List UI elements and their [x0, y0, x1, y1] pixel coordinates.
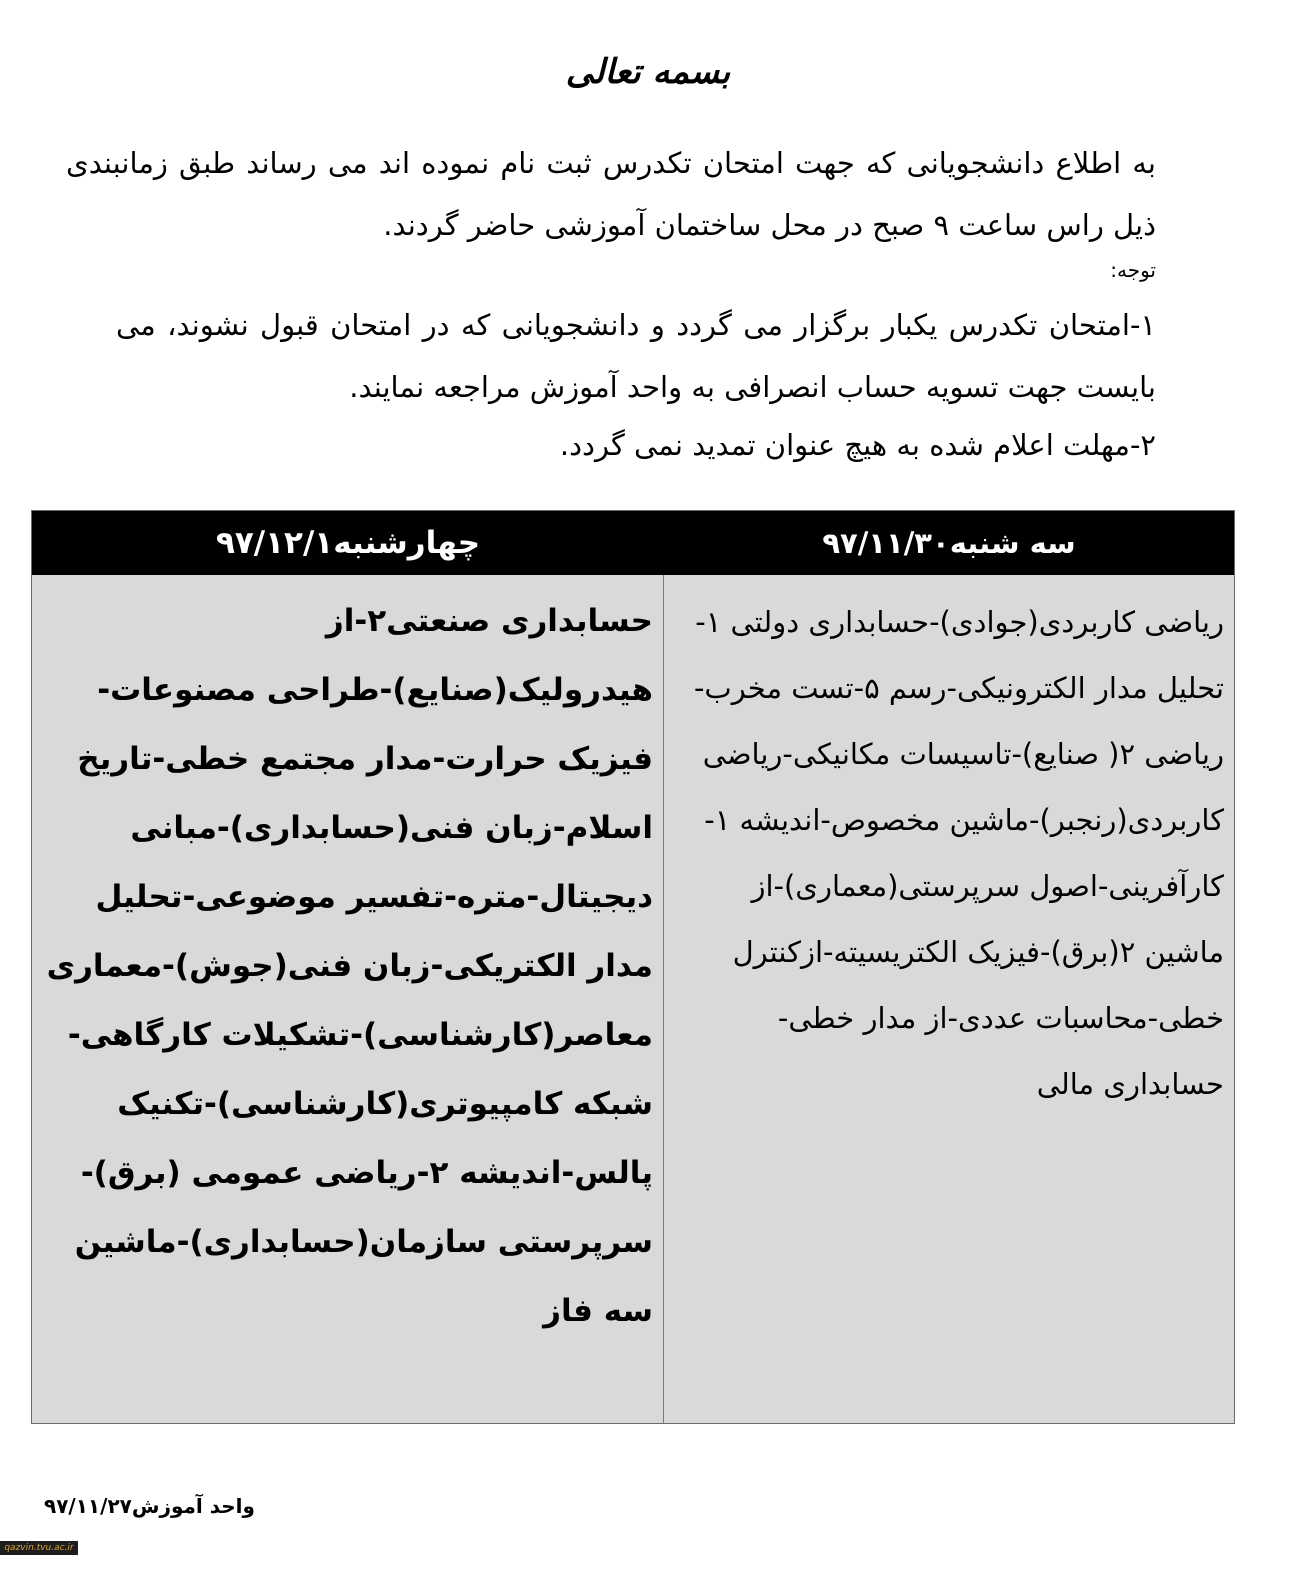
intro-paragraph: به اطلاع دانشجویانی که جهت امتحان تکدرس ثبت نام نموده اند می رساند طبق زمانبندی ذیل راس ساعت ۹ صبح در محل ساختمان آموزشی حاضر گردند. [66, 146, 1156, 242]
schedule-body-row [32, 575, 1234, 1423]
header-tuesday: سه شنبه۹۷/۱۱/۳۰ [822, 526, 1076, 560]
exam-schedule-table [31, 510, 1235, 1424]
site-watermark: qazvin.tvu.ac.ir [0, 1541, 78, 1555]
tuesday-courses: ریاضی کاربردی(جوادی)-حسابداری دولتی ۱-تحلیل مدار الکترونیکی-رسم ۵-تست مخرب-ریاضی ۲( صنایع)-تاسیسات مکانیکی-ریاضی کاربردی(رنجبر)-ماشین مخصوص-اندیشه ۱-کارآفرینی-اصول سرپرستی(معماری)-از ماشین ۲(برق)-فیزیک الکتریسیته-ازکنترل خطی-محاسبات عددی-از مدار خطی-حسابداری مالی [693, 605, 1224, 1101]
wednesday-courses: حسابداری صنعتی۲-از هیدرولیک(صنایع)-طراحی مصنوعات-فیزیک حرارت-مدار مجتمع خطی-تاریخ اسلام-زبان فنی(حسابداری)-مبانی دیجیتال-متره-تفسیر موضوعی-تحلیل مدار الکتریکی-زبان فنی(جوش)-معماری معاصر(کارشناسی)-تشکیلات کارگاهی-شبکه کامپیوتری(کارشناسی)-تکنیک پالس-اندیشه ۲-ریاضی عمومی (برق)-سرپرستی سازمان(حسابداری)-ماشین سه فاز [32, 575, 664, 1423]
schedule-header-row [32, 511, 1234, 575]
note-label: توجه: [1110, 258, 1156, 282]
header-wednesday: چهارشنبه۹۷/۱۲/۱ [215, 524, 481, 561]
note-item-2: ۲-مهلت اعلام شده به هیچ عنوان تمدید نمی گردد. [559, 428, 1156, 462]
note-item-1: ۱-امتحان تکدرس یکبار برگزار می گردد و دانشجویانی که در امتحان قبول نشوند، می بایست جهت تسویه حساب انصرافی به واحد آموزش مراجعه نمایند. [116, 308, 1156, 404]
footer-signature: واحد آموزش۹۷/۱۱/۲۷ [44, 1494, 255, 1518]
bismillah-heading: بسمه تعالی [565, 52, 731, 92]
